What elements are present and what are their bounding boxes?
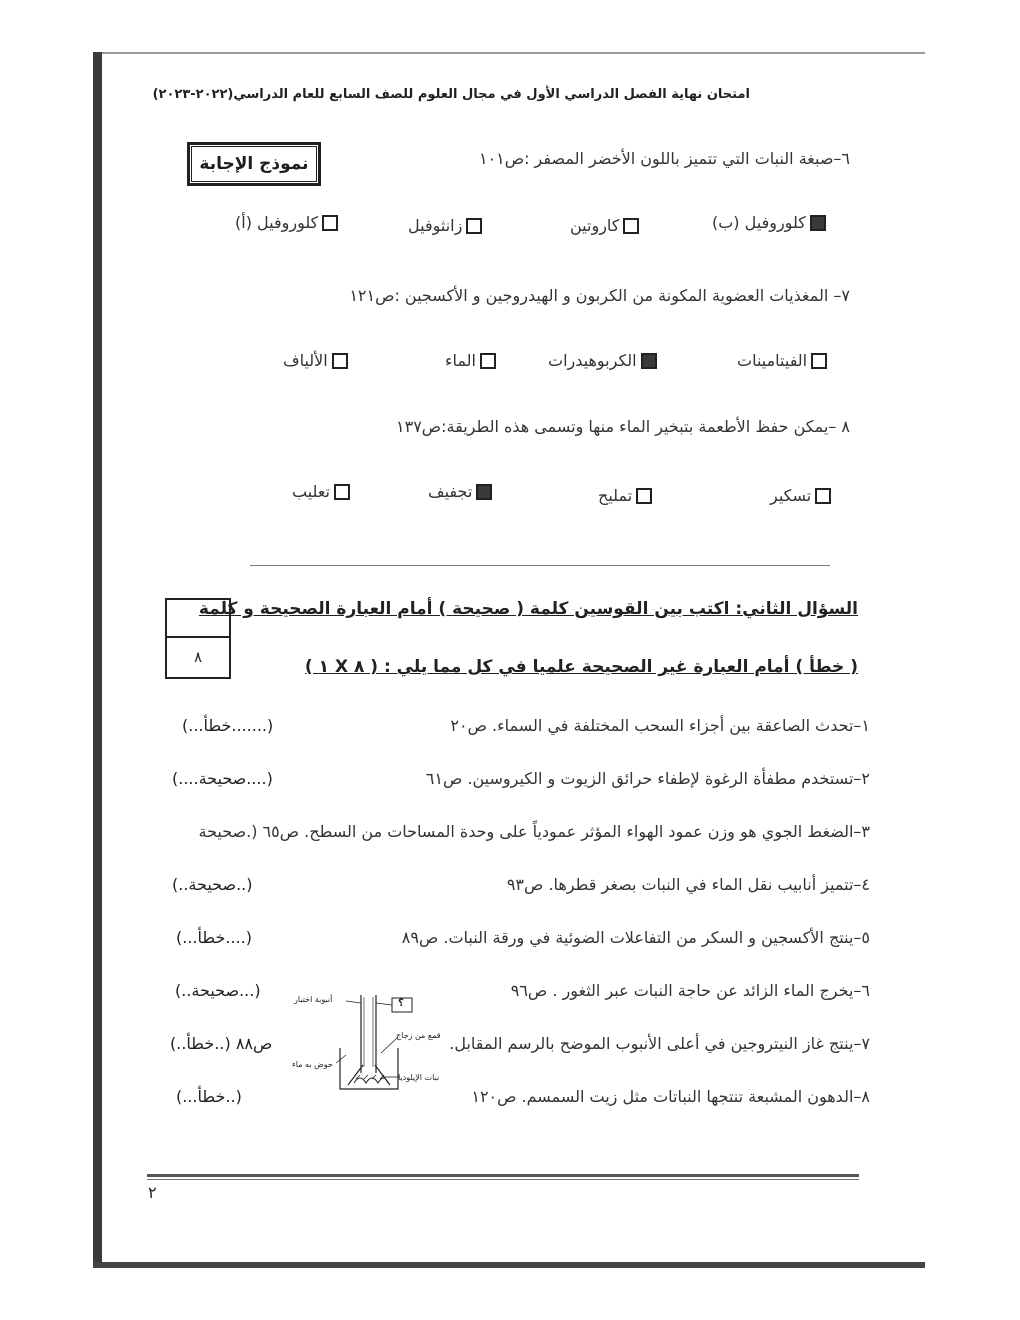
checkbox-icon[interactable] — [334, 484, 350, 500]
mcq-question-6: ٦–صبغة النبات التي تتميز باللون الأخضر المصفر :ص١٠١ — [478, 149, 850, 168]
checkbox-icon[interactable] — [480, 353, 496, 369]
tf-answer-4[interactable]: (..صحيحة..) — [172, 875, 253, 894]
checkbox-icon[interactable] — [466, 218, 482, 234]
tf-item-8: ٨–الدهون المشبعة تنتجها النباتات مثل زيت السمسم. ص١٢٠ — [471, 1087, 870, 1106]
mcq7-option-4[interactable]: الألياف — [283, 351, 348, 370]
tf-answer-7[interactable]: ص٨٨ (..خطأ..) — [170, 1034, 273, 1053]
mcq7-option-1[interactable]: الفيتامينات — [737, 351, 827, 370]
mcq6-option-3[interactable]: زانثوفيل — [408, 216, 482, 235]
tf-answer-6[interactable]: (...صحيحة..) — [175, 981, 261, 1000]
scan-top-edge — [95, 52, 925, 54]
checkbox-icon[interactable] — [811, 353, 827, 369]
label-glass-funnel: قمع من زجاج — [396, 1031, 441, 1040]
label-water-basin: حوض به ماء — [292, 1060, 333, 1069]
section2-title-line2: ( خطأ ) أمام العبارة غير الصحيحة علميا في كل مما يلي : ( ٨ X ١ ) — [304, 657, 858, 677]
checkbox-icon[interactable] — [322, 215, 338, 231]
tf-answer-8[interactable]: (..خطأ...) — [176, 1087, 242, 1106]
mcq6-option-4[interactable]: كلوروفيل (أ) — [235, 213, 338, 232]
tf-answer-2[interactable]: (....صحيحة....) — [172, 769, 273, 788]
score-box-top — [167, 600, 229, 638]
checkbox-checked-icon[interactable] — [476, 484, 492, 500]
section2-title-line1: السؤال الثاني: اكتب بين القوسين كلمة ( صحيحة ) أمام العبارة الصحيحة و كلمة — [198, 599, 858, 619]
footer-line — [147, 1174, 859, 1177]
section-divider — [250, 565, 830, 566]
tf-item-4: ٤–تتميز أنابيب نقل الماء في النبات بصغر قطرها. ص٩٣ — [506, 875, 870, 894]
tf-answer-1[interactable]: (.......خطأ...) — [182, 716, 274, 735]
page-number: ٢ — [148, 1183, 157, 1202]
checkbox-checked-icon[interactable] — [810, 215, 826, 231]
checkbox-checked-icon[interactable] — [641, 353, 657, 369]
mcq8-option-1[interactable]: تسكير — [770, 486, 831, 505]
mcq8-option-3[interactable]: تجفيف — [428, 482, 492, 501]
label-elodea: نبات الإيلوديا — [398, 1073, 440, 1082]
mcq7-option-2[interactable]: الكربوهيدرات — [548, 351, 657, 370]
tf-item-3: ٣–الضغط الجوي هو وزن عمود الهواء المؤثر عمودياً على وحدة المساحات من السطح. ص٦٥ (.صحيحة — [198, 822, 870, 841]
checkbox-icon[interactable] — [636, 488, 652, 504]
exam-header: امتحان نهاية الفصل الدراسي الأول في مجال العلوم للصف السابع للعام الدراسي(٢٠٢٢-٢٠٢٣) — [152, 87, 750, 102]
score-box — [165, 598, 231, 679]
tf-item-5: ٥–ينتج الأكسجين و السكر من التفاعلات الضوئية في ورقة النبات. ص٨٩ — [401, 928, 870, 947]
scan-bottom-edge — [93, 1262, 925, 1268]
checkbox-icon[interactable] — [332, 353, 348, 369]
tf-answer-5[interactable]: (....خطأ...) — [176, 928, 252, 947]
mcq8-option-2[interactable]: تمليح — [598, 486, 652, 505]
mcq6-option-2[interactable]: كاروتين — [570, 216, 639, 235]
score-value: ٨ — [193, 648, 203, 666]
label-test-tube: أنبوبة اختبار — [294, 995, 333, 1004]
mcq-question-7: ٧– المغذيات العضوية المكونة من الكربون و الهيدروجين و الأكسجين :ص١٢١ — [349, 286, 850, 305]
scan-left-edge — [93, 52, 102, 1267]
tf-item-2: ٢–تستخدم مطفأة الرغوة لإطفاء حرائق الزيوت و الكيروسين. ص٦١ — [425, 769, 870, 788]
label-question-mark: ؟ — [398, 998, 404, 1009]
elodea-experiment-diagram — [288, 993, 458, 1093]
mcq8-option-4[interactable]: تعليب — [292, 482, 350, 501]
checkbox-icon[interactable] — [815, 488, 831, 504]
tf-item-6: ٦–يخرج الماء الزائد عن حاجة النبات عبر الثغور . ص٩٦ — [510, 981, 870, 1000]
checkbox-icon[interactable] — [623, 218, 639, 234]
mcq6-option-1[interactable]: كلوروفيل (ب) — [712, 213, 826, 232]
tf-item-1: ١–تحدث الصاعقة بين أجزاء السحب المختلفة في السماء. ص٢٠ — [450, 716, 870, 735]
mcq7-option-3[interactable]: الماء — [445, 351, 496, 370]
footer-line-thin — [147, 1179, 859, 1180]
model-answer-box: نموذج الإجابة — [187, 142, 321, 186]
mcq-question-8: ٨ –يمكن حفظ الأطعمة بتبخير الماء منها وتسمى هذه الطريقة:ص١٣٧ — [396, 417, 850, 436]
tf-item-7: ٧–ينتج غاز النيتروجين في أعلى الأنبوب الموضح بالرسم المقابل. — [449, 1034, 870, 1053]
